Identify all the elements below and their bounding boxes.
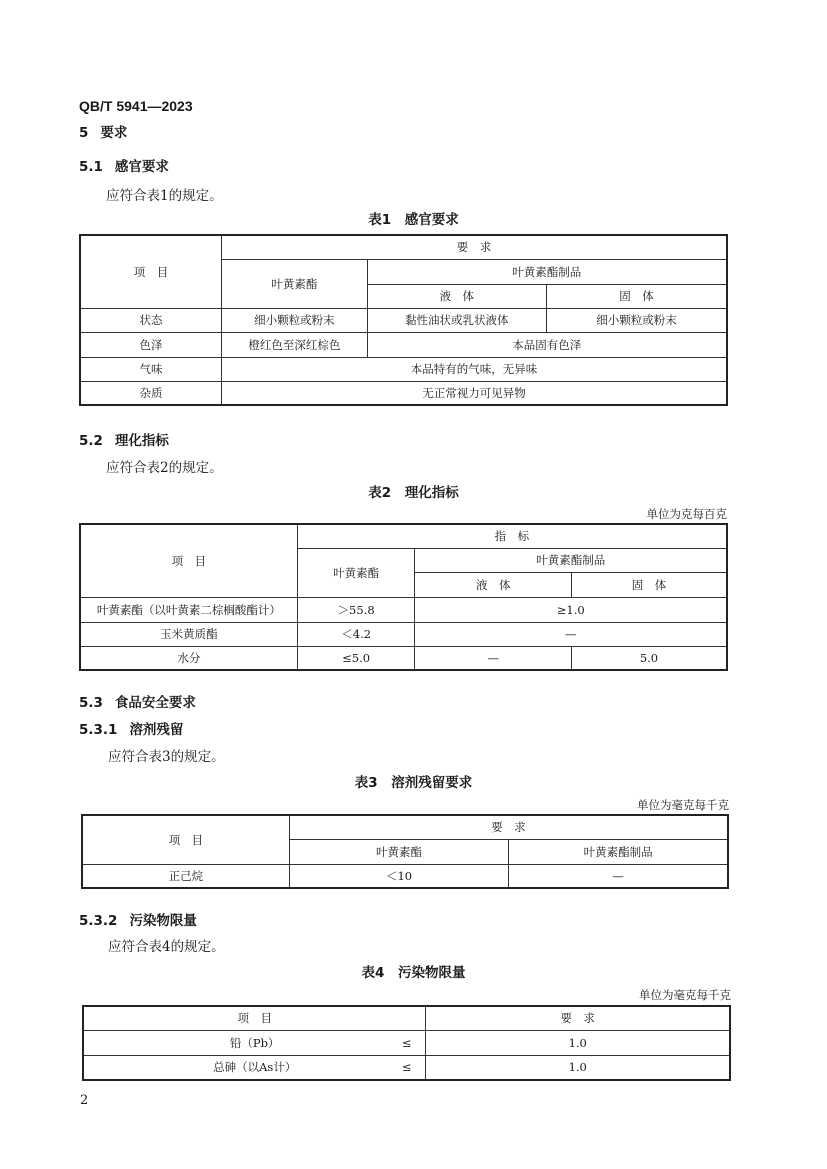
cell: — <box>415 622 727 646</box>
cell: 细小颗粒或粉末 <box>547 308 727 332</box>
cell: — <box>509 864 728 888</box>
standard-code: QB/T 5941—2023 <box>79 98 193 114</box>
row-item: 杂质 <box>80 381 222 405</box>
row-item: 状态 <box>80 308 222 332</box>
table-header-solid: 固 体 <box>547 284 727 308</box>
row-item: 色泽 <box>80 332 222 357</box>
row-item: 玉米黄质酯 <box>80 622 297 646</box>
cell: ≤5.0 <box>297 646 415 670</box>
table-header-item: 项 目 <box>83 1006 426 1030</box>
table-row <box>80 308 727 332</box>
table2-unit: 单位为克每百克 <box>646 507 727 521</box>
table-row <box>83 1055 730 1080</box>
section-5-3-heading <box>79 691 196 711</box>
section-title: 食品安全要求 <box>114 695 196 711</box>
table3-caption: 表3 溶剂残留要求 <box>354 775 473 791</box>
cell: 橙红色至深红棕色 <box>222 332 368 357</box>
cell: 本品特有的气味，无异味 <box>222 357 727 381</box>
table-row <box>80 381 727 405</box>
table-row <box>80 646 727 670</box>
row-item: 铅（Pb） <box>229 1035 280 1050</box>
cell: 黏性油状或乳状液体 <box>367 308 546 332</box>
table1-caption: 表1 感官要求 <box>368 212 459 228</box>
row-item-cell <box>83 1055 426 1080</box>
section-5-3-2-text: 应符合表4的规定。 <box>108 939 225 955</box>
le-symbol: ≤ <box>401 1060 412 1075</box>
table1-sensory <box>79 234 728 406</box>
table3-solvent-residue <box>81 814 729 889</box>
table-header-solid: 固 体 <box>571 572 727 597</box>
section-5-2-heading <box>79 429 169 449</box>
table-header-product: 叶黄素酯制品 <box>509 839 728 864</box>
table4-caption: 表4 污染物限量 <box>361 965 466 981</box>
row-item: 总砷（以As计） <box>213 1060 297 1075</box>
section-number: 5.1 <box>79 159 103 175</box>
table2-caption: 表2 理化指标 <box>368 485 459 501</box>
section-number: 5.2 <box>79 433 103 449</box>
section-title: 感官要求 <box>114 159 169 175</box>
section-5-1-heading <box>79 155 169 175</box>
section-5-3-2-heading <box>79 909 197 929</box>
table-header-product: 叶黄素酯制品 <box>367 259 727 284</box>
table3-unit: 单位为毫克每千克 <box>637 798 729 812</box>
table-header-lutein-ester: 叶黄素酯 <box>297 548 415 597</box>
row-item-cell <box>83 1030 426 1055</box>
cell: ＜4.2 <box>297 622 415 646</box>
table-row <box>80 357 727 381</box>
table-header-item: 项 目 <box>80 235 222 308</box>
table-row <box>80 622 727 646</box>
table-header-requirement: 要 求 <box>426 1006 730 1030</box>
row-item: 叶黄素酯（以叶黄素二棕榈酸酯计） <box>80 597 297 622</box>
row-item: 气味 <box>80 357 222 381</box>
cell: 1.0 <box>426 1030 730 1055</box>
cell: 5.0 <box>571 646 727 670</box>
section-5-2-text: 应符合表2的规定。 <box>106 460 223 476</box>
table-header-index: 指 标 <box>297 524 727 548</box>
section-number: 5.3.2 <box>79 913 118 929</box>
table-header-liquid: 液 体 <box>415 572 572 597</box>
section-5-3-1-heading <box>79 718 183 738</box>
row-item: 水分 <box>80 646 297 670</box>
table4-contaminant-limits <box>82 1005 731 1081</box>
table-header-lutein-ester: 叶黄素酯 <box>222 259 368 308</box>
section-number: 5.3 <box>79 695 103 711</box>
table-header-item: 项 目 <box>80 524 297 597</box>
row-item: 正己烷 <box>82 864 289 888</box>
table-row <box>80 332 727 357</box>
section-5-1-text: 应符合表1的规定。 <box>106 188 223 204</box>
section-title: 理化指标 <box>114 433 169 449</box>
cell: ＜10 <box>289 864 508 888</box>
cell: — <box>415 646 572 670</box>
cell: 本品固有色泽 <box>367 332 727 357</box>
section-5-3-1-text: 应符合表3的规定。 <box>108 749 225 765</box>
table-row <box>80 597 727 622</box>
table-header-requirement: 要 求 <box>289 815 728 839</box>
table-header-lutein-ester: 叶黄素酯 <box>289 839 508 864</box>
cell: ＞55.8 <box>297 597 415 622</box>
cell: ≥1.0 <box>415 597 727 622</box>
le-symbol: ≤ <box>401 1035 412 1050</box>
table-header-item: 项 目 <box>82 815 289 864</box>
section-title: 污染物限量 <box>129 913 197 929</box>
table-header-product: 叶黄素酯制品 <box>415 548 727 572</box>
section-number: 5.3.1 <box>79 722 118 738</box>
page-number: 2 <box>80 1093 89 1108</box>
table-row <box>82 864 728 888</box>
cell: 细小颗粒或粉末 <box>222 308 368 332</box>
section-number: 5 <box>79 125 89 141</box>
section-5-heading <box>79 121 127 141</box>
table-header-requirement: 要 求 <box>222 235 727 259</box>
table2-physicochemical <box>79 523 728 671</box>
table4-unit: 单位为毫克每千克 <box>639 988 731 1002</box>
section-title: 溶剂残留 <box>129 722 184 738</box>
section-title: 要求 <box>100 125 128 141</box>
cell: 1.0 <box>426 1055 730 1080</box>
table-header-liquid: 液 体 <box>367 284 546 308</box>
table-row <box>83 1030 730 1055</box>
cell: 无正常视力可见异物 <box>222 381 727 405</box>
